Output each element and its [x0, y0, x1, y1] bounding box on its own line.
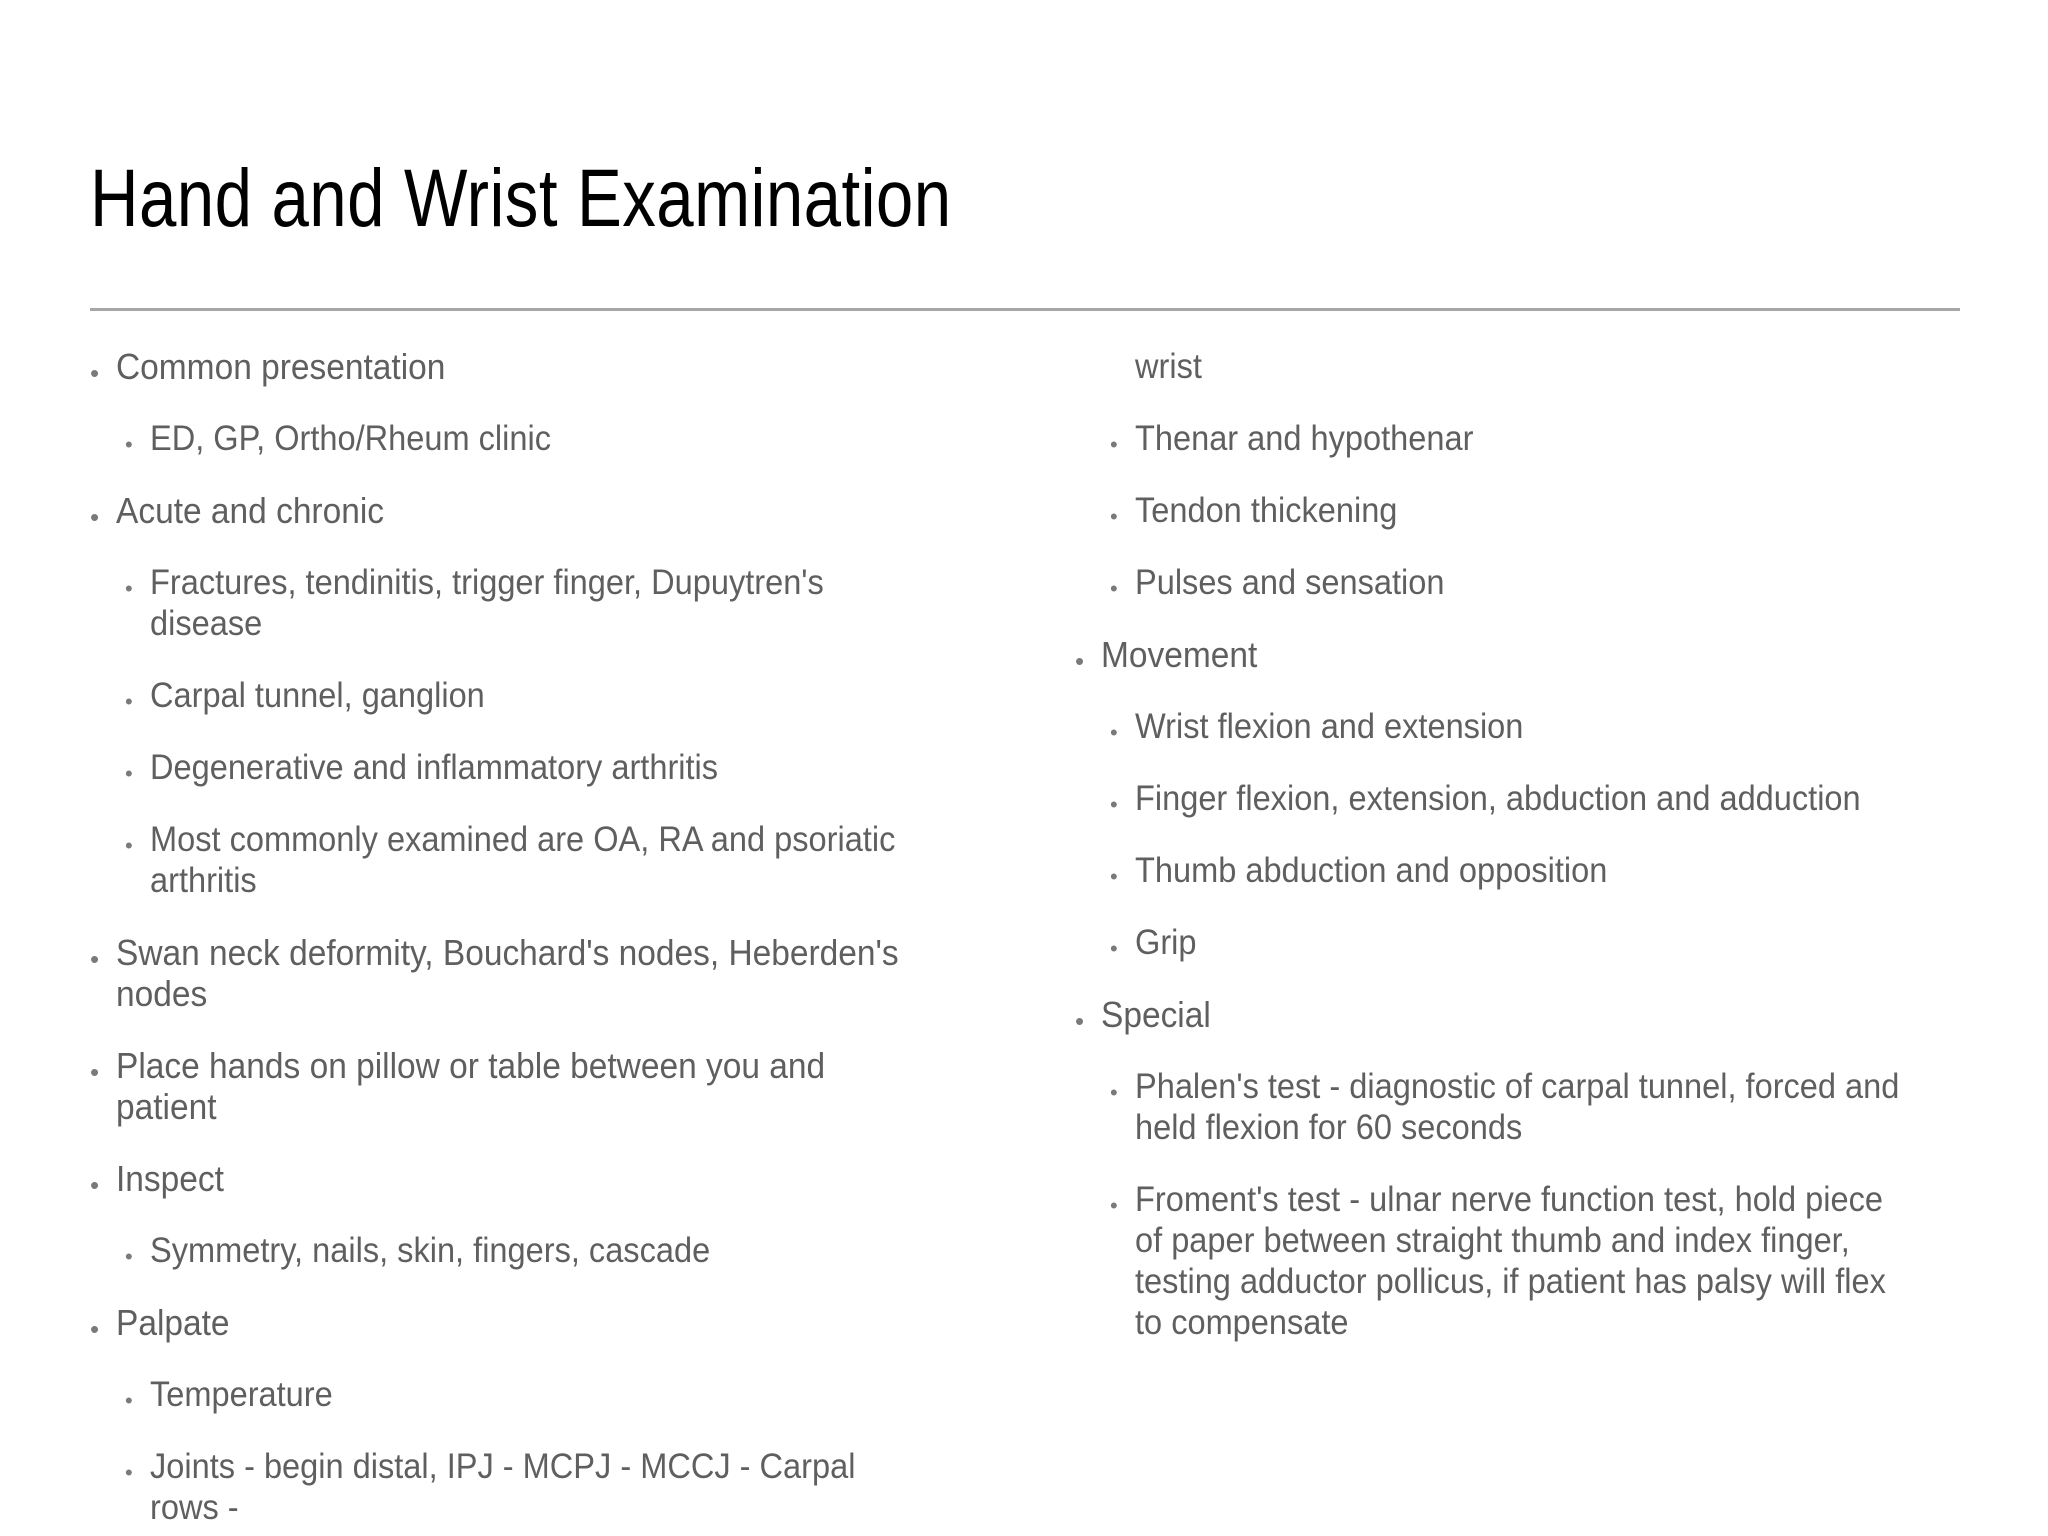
bullet-point-icon: •: [125, 1388, 133, 1413]
bullet-point-icon: •: [1110, 576, 1118, 601]
bullet-point-icon: •: [1110, 936, 1118, 961]
bullet-point-icon: •: [90, 944, 100, 974]
left-bullet-item: [90, 675, 990, 716]
right-bullet-item: [1075, 1066, 1975, 1148]
bullet-point-icon: •: [90, 502, 100, 532]
left-bullet-text: Carpal tunnel, ganglion: [150, 676, 485, 715]
right-bullet-text: Froment's test - ulnar nerve function test, hold piece of paper between straight thumb and index finger, testing adductor pollicus, if patient has palsy will flex to compensate: [1135, 1180, 1886, 1342]
bullet-point-icon: •: [1110, 432, 1118, 457]
left-bullet-item: [90, 932, 990, 1014]
bullet-point-icon: •: [1110, 1080, 1118, 1105]
bullet-point-icon: •: [125, 1244, 133, 1269]
right-bullet-text: wrist: [1135, 347, 1202, 386]
right-bullet-text: Special: [1101, 994, 1211, 1035]
left-bullet-text: Common presentation: [116, 346, 446, 387]
left-bullet-text: Degenerative and inflammatory arthritis: [150, 748, 719, 787]
left-bullet-text: Place hands on pillow or table between you and patient: [116, 1045, 826, 1127]
bullet-point-icon: •: [90, 1057, 100, 1087]
right-bullet-item: [1075, 850, 1975, 891]
right-bullet-text: Thumb abduction and opposition: [1135, 851, 1608, 890]
right-bullet-text: Movement: [1101, 634, 1258, 675]
left-bullet-item: [90, 819, 990, 901]
right-bullet-text: Thenar and hypothenar: [1135, 419, 1474, 458]
slide-title: Hand and Wrist Examination: [90, 153, 952, 244]
right-bullet-item: [1075, 418, 1975, 459]
left-bullet-text: Swan neck deformity, Bouchard's nodes, Heberden's nodes: [116, 932, 899, 1014]
right-bullet-text: Finger flexion, extension, abduction and adduction: [1135, 779, 1861, 818]
right-bullet-item: [1075, 490, 1975, 531]
right-bullet-item: [1075, 922, 1975, 963]
bullet-point-icon: •: [125, 576, 133, 601]
left-bullet-item: [90, 1230, 990, 1271]
left-bullet-item: [90, 490, 990, 531]
bullet-point-icon: •: [90, 358, 100, 388]
left-bullet-text: Most commonly examined are OA, RA and psoriatic arthritis: [150, 820, 896, 900]
left-bullet-item: [90, 747, 990, 788]
right-bullet-item: [1075, 706, 1975, 747]
left-bullet-text: ED, GP, Ortho/Rheum clinic: [150, 419, 552, 458]
bullet-point-icon: •: [1110, 504, 1118, 529]
bullet-point-icon: •: [125, 761, 133, 786]
right-bullet-item: [1075, 562, 1975, 603]
left-bullet-text: Acute and chronic: [116, 490, 385, 531]
right-bullet-item: [1075, 778, 1975, 819]
left-bullet-item: [90, 346, 990, 387]
bullet-point-icon: •: [125, 689, 133, 714]
right-bullet-text: Wrist flexion and extension: [1135, 707, 1524, 746]
bullet-point-icon: •: [125, 833, 133, 858]
left-bullet-item: [90, 1374, 990, 1415]
left-bullet-item: [90, 418, 990, 459]
left-bullet-text: Inspect: [116, 1158, 224, 1199]
bullet-point-icon: •: [1075, 646, 1085, 676]
left-body-column: [90, 346, 990, 1536]
left-bullet-text: Joints - begin distal, IPJ - MCPJ - MCCJ - Carpal rows -: [150, 1447, 856, 1527]
bullet-point-icon: •: [1110, 720, 1118, 745]
left-bullet-item: [90, 1446, 990, 1528]
right-bullet-text: Tendon thickening: [1135, 491, 1398, 530]
left-bullet-text: Palpate: [116, 1302, 230, 1343]
right-body-column: [1075, 346, 1975, 1374]
bullet-point-icon: •: [90, 1170, 100, 1200]
right-bullet-item: [1075, 994, 1975, 1035]
right-bullet-text: Grip: [1135, 923, 1197, 962]
left-bullet-item: [90, 1302, 990, 1343]
right-bullet-text: Phalen's test - diagnostic of carpal tunnel, forced and held flexion for 60 seconds: [1135, 1067, 1900, 1147]
left-bullet-item: [90, 562, 990, 644]
bullet-point-icon: •: [1110, 1193, 1118, 1218]
bullet-point-icon: •: [1110, 864, 1118, 889]
left-bullet-text: Symmetry, nails, skin, fingers, cascade: [150, 1231, 711, 1270]
title-divider: [90, 308, 1960, 311]
right-bullet-item: [1075, 346, 1975, 387]
bullet-point-icon: •: [125, 1460, 133, 1485]
right-bullet-text: Pulses and sensation: [1135, 563, 1445, 602]
left-bullet-item: [90, 1045, 990, 1127]
left-bullet-text: Fractures, tendinitis, trigger finger, Dupuytren's disease: [150, 563, 824, 643]
bullet-point-icon: •: [125, 432, 133, 457]
right-bullet-item: [1075, 1179, 1975, 1343]
right-bullet-item: [1075, 634, 1975, 675]
bullet-point-icon: •: [90, 1314, 100, 1344]
left-bullet-text: Temperature: [150, 1375, 333, 1414]
bullet-point-icon: •: [1110, 792, 1118, 817]
left-bullet-item: [90, 1158, 990, 1199]
bullet-point-icon: •: [1075, 1006, 1085, 1036]
